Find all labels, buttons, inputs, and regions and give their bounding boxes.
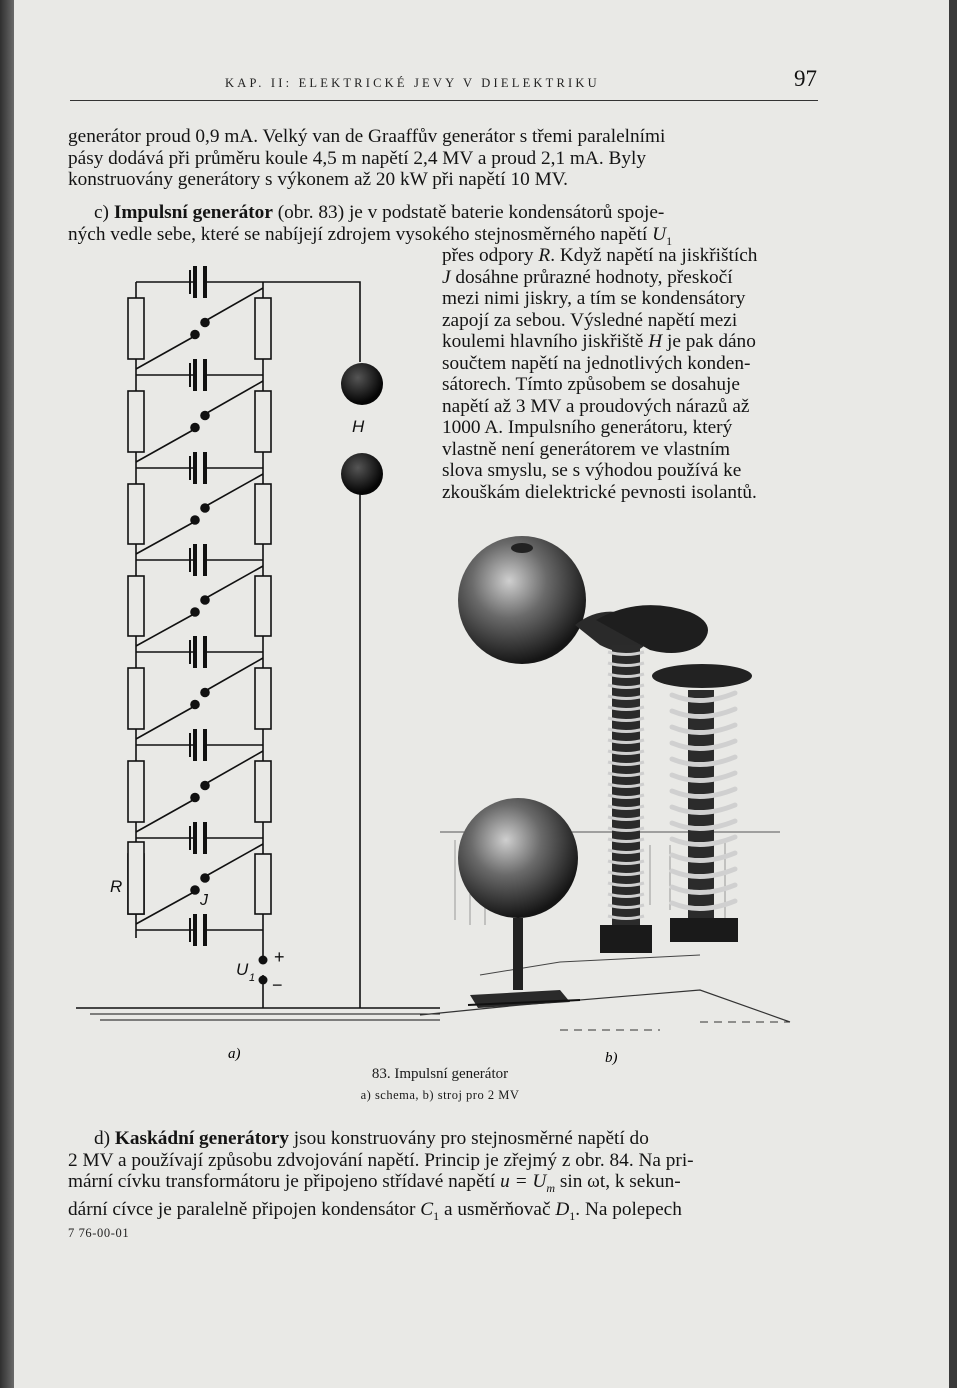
sphere-h-upper xyxy=(341,363,383,405)
label-u: U xyxy=(236,960,249,979)
text-span: (obr. 83) je v podstatě baterie kondensátorů spoje- xyxy=(277,202,665,223)
insulator-column-left xyxy=(600,645,652,953)
machine-illustration xyxy=(420,536,790,1030)
resistor-right xyxy=(255,854,271,914)
text-line: součtem napětí na jednotlivých konden- xyxy=(442,352,751,374)
running-header: KAP. II: ELEKTRICKÉ JEVY V DIELEKTRIKU xyxy=(225,76,600,90)
spark-gap-ball xyxy=(191,424,199,432)
text-span: mární cívku transformátoru je připojeno střídavé napětí xyxy=(68,1171,496,1192)
text-span: dární cívce je paralelně připojen kondensátor xyxy=(68,1199,416,1221)
text-line: 2 MV a používají způsobu zdvojování napětí. Princip je zřejmý z obr. 84. Na pri- xyxy=(68,1149,694,1171)
spark-gap-ball xyxy=(201,504,209,512)
spark-gap-ball xyxy=(191,886,199,894)
spark-gap-ball xyxy=(191,608,199,616)
text-line: konstruovány generátory s výkonem až 20 kW při napětí 10 MV. xyxy=(68,169,568,190)
text-span: dosáhne průrazné hodnoty, přeskočí xyxy=(455,266,733,288)
resistor-right xyxy=(255,668,271,729)
text-line: slova smyslu, se s výhodou používá ke xyxy=(442,460,742,481)
insulator-column-right xyxy=(652,664,752,942)
text-span: jsou konstruovány pro stejnosměrné napětí do xyxy=(293,1128,649,1149)
resistor-right xyxy=(255,298,271,359)
symbol-j: J xyxy=(442,266,451,288)
section-term: Kaskádní generátory xyxy=(114,1128,289,1149)
capacitor xyxy=(195,729,205,761)
page-number: 97 xyxy=(794,66,817,91)
text-line xyxy=(68,1128,818,1150)
text-span: a usměrňovač xyxy=(443,1199,551,1221)
spark-gap-ball xyxy=(201,319,209,327)
text-span: je pak dáno xyxy=(666,331,756,352)
resistor-left xyxy=(128,842,144,914)
capacitor xyxy=(195,452,205,484)
sphere-h-lower xyxy=(341,453,383,495)
capacitor xyxy=(195,359,205,391)
text-line: vlastně není generátorem ve vlastním xyxy=(442,438,731,460)
resistor-left xyxy=(128,391,144,452)
equation: sin ωt xyxy=(559,1171,606,1192)
text-line xyxy=(68,1171,818,1199)
spark-gap-ball xyxy=(191,331,199,339)
symbol-u1: U xyxy=(652,223,667,245)
text-span: . Na polepech xyxy=(575,1199,682,1221)
printer-signature: 7 76-00-01 xyxy=(68,1226,130,1240)
spark-gap-ball xyxy=(191,701,199,709)
label-u-sub: 1 xyxy=(249,972,256,984)
symbol-h: H xyxy=(648,331,663,352)
symbol-r: R xyxy=(538,245,551,266)
capacitor xyxy=(195,636,205,668)
spark-gap-ball xyxy=(201,782,209,790)
spark-gap-ball xyxy=(201,412,209,420)
capacitor xyxy=(195,822,205,854)
subscript: 1 xyxy=(433,1209,440,1224)
spark-gap-ball xyxy=(201,689,209,697)
resistor-right xyxy=(255,484,271,544)
subscript: 1 xyxy=(666,233,673,248)
text-line xyxy=(68,1199,818,1227)
capacitor xyxy=(195,544,205,576)
spark-gap-ball xyxy=(191,794,199,802)
terminal-minus xyxy=(259,976,268,985)
text-span: ných vedle sebe, které se nabíjejí zdrojem vysokého stejnosměrného napětí xyxy=(68,223,648,245)
text-line: zkouškám dielektrické pevnosti isolantů. xyxy=(442,481,757,503)
resistor-right xyxy=(255,391,271,452)
terminal-plus xyxy=(259,956,268,965)
subscript: m xyxy=(546,1180,555,1195)
capacitor-stages xyxy=(128,266,271,946)
text-span: koulemi hlavního jiskřiště xyxy=(442,331,644,352)
upper-electrode-sphere xyxy=(458,536,586,664)
text-span: , k sekun- xyxy=(605,1171,681,1192)
spark-gap-ball xyxy=(201,596,209,604)
paragraph-cascade-generators xyxy=(68,1128,818,1228)
figure-caption: 83. Impulsní generátor xyxy=(371,1066,509,1082)
symbol-d1: D xyxy=(555,1199,570,1221)
label-plus: + xyxy=(274,947,285,967)
resistor-left xyxy=(128,484,144,544)
symbol-c1: C xyxy=(420,1199,434,1221)
label-h: H xyxy=(352,417,365,436)
lead-to-h-top xyxy=(263,282,360,362)
label-j: J xyxy=(200,892,208,909)
resistor-left xyxy=(128,761,144,822)
label-r: R xyxy=(110,877,123,896)
equation: u = U xyxy=(500,1171,547,1192)
figure-part-a-label: a) xyxy=(228,1046,241,1062)
text-line: generátor proud 0,9 mA. Velký van de Graaffův generátor s třemi paralelními xyxy=(68,126,666,147)
schematic-diagram xyxy=(76,266,440,1020)
figure-part-b-label: b) xyxy=(605,1050,618,1066)
text-line: zapojí za sebou. Výsledné napětí mezi xyxy=(442,309,738,331)
capacitor xyxy=(195,914,205,946)
text-span: . Když napětí na jiskřištích xyxy=(550,245,758,266)
resistor-right xyxy=(255,761,271,822)
spark-gap-ball xyxy=(201,874,209,882)
text-line: napětí až 3 MV a proudových nárazů až xyxy=(442,395,750,417)
section-term: Impulsní generátor xyxy=(113,202,273,223)
lower-electrode-sphere xyxy=(458,798,578,918)
section-letter: c) xyxy=(94,202,109,223)
label-minus: − xyxy=(272,975,283,995)
text-line: mezi nimi jiskry, a tím se kondensátory xyxy=(442,288,746,309)
text-span: přes odpory xyxy=(442,245,534,266)
text-line: 1000 A. Impulsního generátoru, který xyxy=(442,417,733,438)
figure-subcaption: a) schema, b) stroj pro 2 MV xyxy=(360,1088,520,1102)
resistor-left xyxy=(128,668,144,729)
text-line: pásy dodává při průměru koule 4,5 m napětí 2,4 MV a proud 2,1 mA. Byly xyxy=(68,147,646,169)
capacitor xyxy=(195,266,205,298)
text-line: sátorech. Tímto způsobem se dosahuje xyxy=(442,374,740,395)
resistor-left xyxy=(128,576,144,636)
section-letter: d) xyxy=(94,1128,111,1149)
resistor-left xyxy=(128,298,144,359)
spark-gap-ball xyxy=(191,516,199,524)
subscript: 1 xyxy=(569,1209,576,1224)
resistor-right xyxy=(255,576,271,636)
